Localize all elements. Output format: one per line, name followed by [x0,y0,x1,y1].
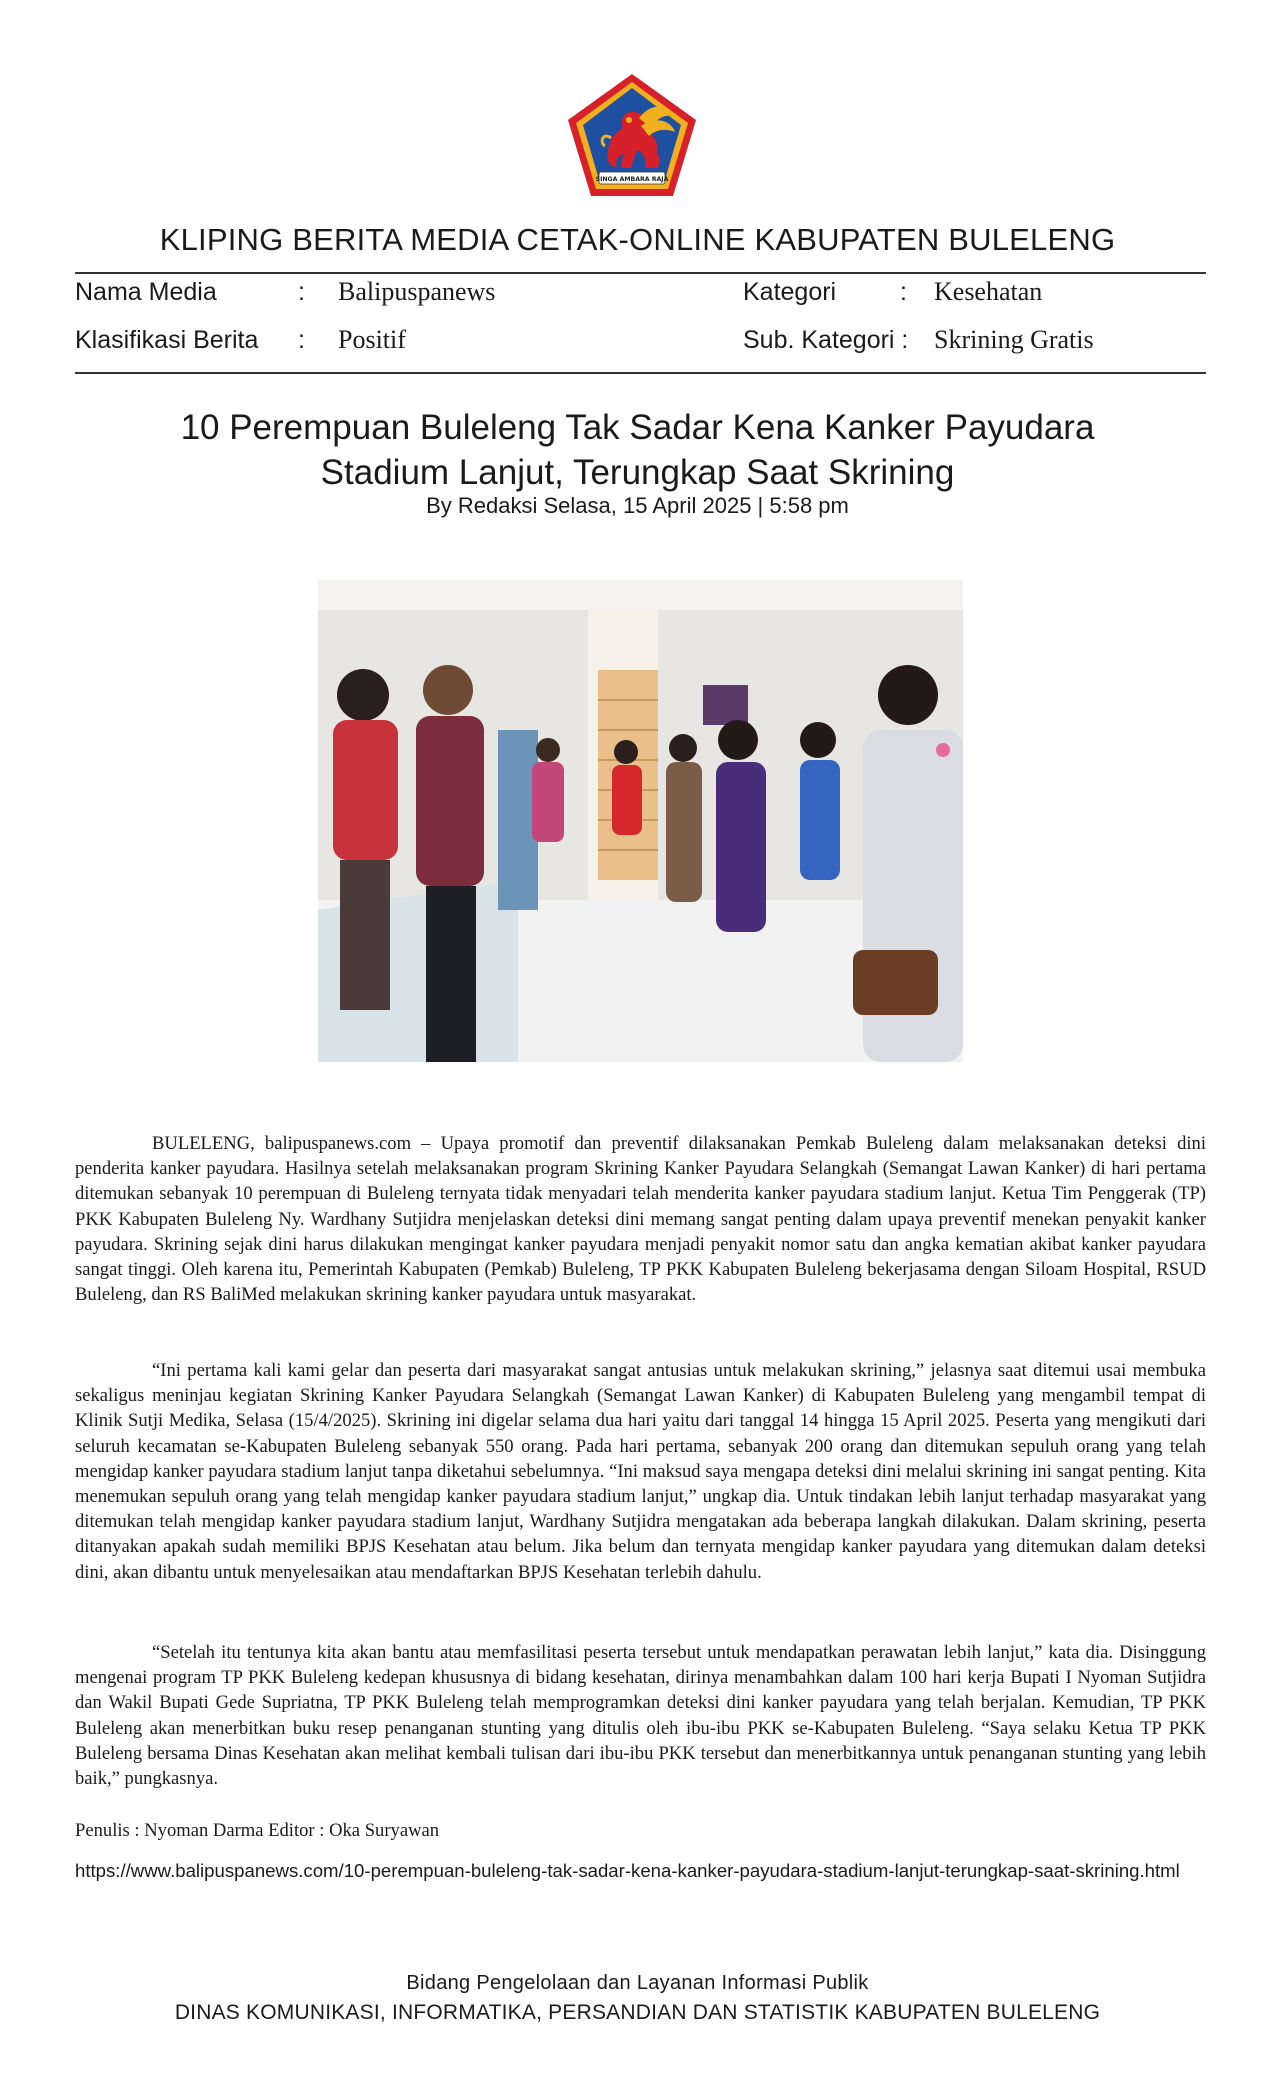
category-separator: : [900,278,907,306]
buleleng-regency-emblem [565,72,699,200]
emblem-motto: SINGA AMBARA RAJA [595,176,669,183]
screening-event-photo [318,580,963,1062]
article-byline: By Redaksi Selasa, 15 April 2025 | 5:58 pm [426,493,849,518]
clipping-header-title: KLIPING BERITA MEDIA CETAK-ONLINE KABUPATEN BULELENG [159,222,1116,257]
article-paragraph: BULELENG, balipuspanews.com – Upaya promotif dan preventif dilaksanakan Pemkab Buleleng dalam melaksanakan deteksi dini penderita kanker payudara. Hasilnya setelah melaksanakan program Skrining Kanker Payudara Selangkah (Semangat Lawan Kanker) di hari pertama ditemukan sebanyak 10 perempuan di Buleleng ternyata tidak menyadari telah menderita kanker payudara stadium lanjut. Ketua Tim Penggerak (TP) PKK Kabupaten Buleleng Ny. Wardhany Sutjidra menjelaskan deteksi dini memang sangat penting dalam upaya preventif menekan penyakit kanker payudara. Skrining sejak dini harus dilakukan mengingat kanker payudara menjadi penyakit nomor satu dan angka kematian akibat kanker payudara sangat tinggi. Oleh karena itu, Pemerintah Kabupaten (Pemkab) Buleleng, TP PKK Kabupaten Buleleng bekerjasama dengan Siloam Hospital, RSUD Buleleng, dan RS BaliMed melakukan skrining kanker payudara untuk masyarakat. [75,1133,1206,1306]
sub-category-label: Sub. Kategori : [743,326,909,354]
media-name-label: Nama Media [75,278,217,306]
buleleng-regency-emblem-icon [565,72,699,200]
media-name-separator: : [298,278,305,306]
article-credits: Penulis : Nyoman Darma Editor : Oka Suryawan [75,1820,440,1841]
header-top-divider [75,272,1206,274]
news-classification-value: Positif [338,325,406,354]
article-photo [318,580,963,1062]
article-paragraph: “Ini pertama kali kami gelar dan peserta dari masyarakat sangat antusias untuk melakukan skrining,” jelasnya saat ditemui usai membuka sekaligus meninjau kegiatan Skrining Kanker Payudara Selangkah (Semangat Lawan Kanker) di Kabupaten Buleleng yang mengambil tempat di Klinik Sutji Medika, Selasa (15/4/2025). Skrining ini digelar selama dua hari yaitu dari tanggal 14 hingga 15 April 2025. Peserta yang mengikuti dari seluruh kecamatan se-Kabupaten Buleleng sebanyak 550 orang. Pada hari pertama, sebanyak 200 orang dan ditemukan sepuluh orang yang telah mengidap kanker payudara stadium lanjut tanpa diketahui sebelumnya. “Ini maksud saya mengapa deteksi dini melalui skrining ini sangat penting. Kita menemukan sepuluh orang yang telah mengidap kanker payudara stadium lanjut,” ungkap dia. Untuk tindakan lebih lanjut terhadap masyarakat yang ditemukan telah mengidap kanker payudara stadium lanjut, Wardhany Sutjidra mengatakan ada beberapa langkah dilakukan. Dalam skrining, peserta ditanyakan apakah sudah memiliki BPJS Kesehatan atau belum. Jika belum dan ternyata mengidap kanker payudara yang ditemukan dalam deteksi dini, akan dibantu untuk menyelesaikan atau mendaftarkan BPJS Kesehatan terlebih dahulu. [75,1360,1206,1583]
category-value: Kesehatan [934,277,1043,306]
footer-agency: DINAS KOMUNIKASI, INFORMATIKA, PERSANDIAN DAN STATISTIK KABUPATEN BULELENG [174,2001,1101,2024]
source-url[interactable]: https://www.balipuspanews.com/10-perempuan-buleleng-tak-sadar-kena-kanker-payudara-stadium-lanjut-terungkap-saat-skrining.html [75,1860,1180,1881]
headline-line-1: 10 Perempuan Buleleng Tak Sadar Kena Kanker Payudara [180,408,1095,447]
article-headline [100,405,1175,495]
news-classification-separator: : [298,326,305,354]
header-bottom-divider [75,372,1206,374]
footer-department: Bidang Pengelolaan dan Layanan Informasi Publik [406,1972,869,1994]
category-label: Kategori [743,278,837,306]
news-classification-label: Klasifikasi Berita [75,326,259,354]
headline-line-2: Stadium Lanjut, Terungkap Saat Skrining [320,453,955,492]
article-paragraph: “Setelah itu tentunya kita akan bantu atau memfasilitasi peserta tersebut untuk mendapatkan perawatan lebih lanjut,” kata dia. Disinggung mengenai program TP PKK Buleleng kedepan khususnya di bidang kesehatan, dirinya menambahkan dalam 100 hari kerja Bupati I Nyoman Sutjidra dan Wakil Bupati Gede Supriatna, TP PKK Buleleng telah memprogramkan deteksi dini kanker payudara yang telah berjalan. Kemudian, TP PKK Buleleng akan menerbitkan buku resep penanganan stunting yang ditulis oleh ibu-ibu PKK se-Kabupaten Buleleng. “Saya selaku Ketua TP PKK Buleleng bersama Dinas Kesehatan akan melihat kembali tulisan dari ibu-ibu PKK tersebut dan menerbitkannya untuk penanganan stunting yang lebih baik,” pungkasnya. [75,1642,1206,1790]
media-name-value: Balipuspanews [338,277,496,306]
sub-category-value: Skrining Gratis [934,325,1094,354]
